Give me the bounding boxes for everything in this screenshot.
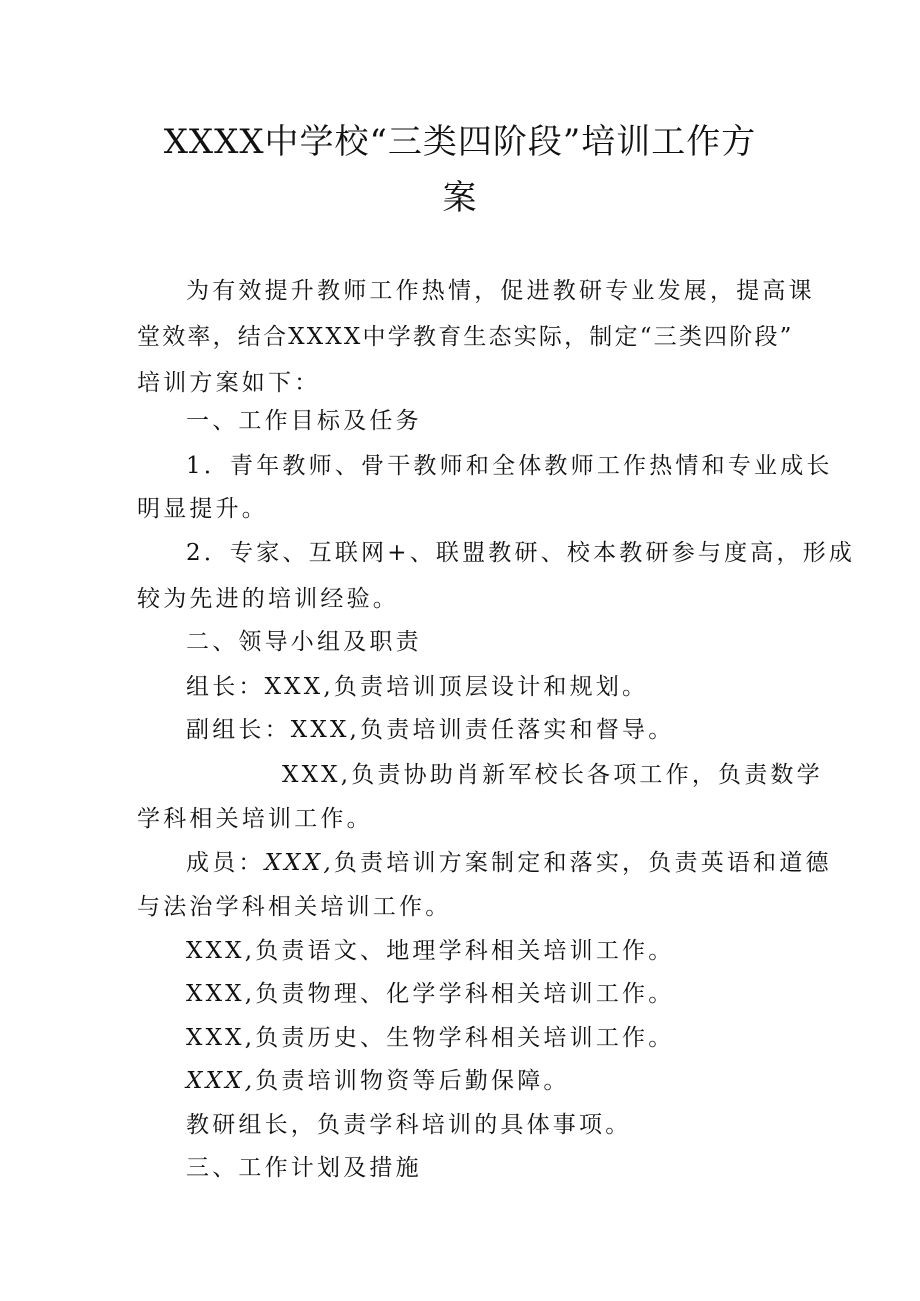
intro-paragraph-line: 培训方案如下：: [137, 370, 321, 396]
leader-line: 组长：XXX,负责培训顶层设计和规划。: [186, 674, 649, 700]
member-line: 教研组长，负责学科培训的具体事项。: [186, 1112, 632, 1138]
section-heading: 一、工作目标及任务: [186, 408, 422, 434]
intro-paragraph-line: 为有效提升教师工作热情，促进教研专业发展，提高课: [186, 278, 815, 304]
members-label: 成员：: [186, 850, 265, 876]
member-name: XXX,: [264, 850, 334, 876]
deputy-leader-line-continued: 学科相关培训工作。: [137, 806, 373, 832]
list-item: 2．专家、互联网+、联盟教研、校本教研参与度高，形成: [186, 540, 856, 566]
list-item: 1．青年教师、骨干教师和全体教师工作热情和专业成长: [186, 453, 833, 479]
document-title-continued: 案: [442, 178, 478, 218]
deputy-leader-line: 副组长：XXX,负责培训责任落实和督导。: [186, 717, 675, 743]
member-line-continued: 与法治学科相关培训工作。: [137, 894, 452, 920]
member-line: [186, 848, 832, 878]
list-item-continued: 较为先进的培训经验。: [137, 586, 399, 612]
section-heading: 二、领导小组及职责: [186, 629, 422, 655]
list-item-continued: 明显提升。: [137, 496, 268, 522]
deputy-leader-line: XXX,负责协助肖新军校长各项工作，负责数学: [282, 762, 823, 788]
member-name: XXX,: [186, 1068, 256, 1094]
member-line: XXX,负责历史、生物学科相关培训工作。: [186, 1025, 675, 1051]
member-duty: 负责培训方案制定和落实，负责英语和道德: [333, 850, 832, 876]
document-title: XXXX中学校“三类四阶段”培训工作方: [163, 122, 757, 162]
section-heading: 三、工作计划及措施: [186, 1155, 422, 1181]
member-duty: 负责培训物资等后勤保障。: [255, 1068, 570, 1094]
member-line: [186, 1066, 570, 1096]
member-line: XXX,负责物理、化学学科相关培训工作。: [186, 981, 675, 1007]
intro-paragraph-line: 堂效率，结合XXXX中学教育生态实际，制定“三类四阶段”: [137, 324, 794, 350]
member-line: XXX,负责语文、地理学科相关培训工作。: [186, 938, 675, 964]
